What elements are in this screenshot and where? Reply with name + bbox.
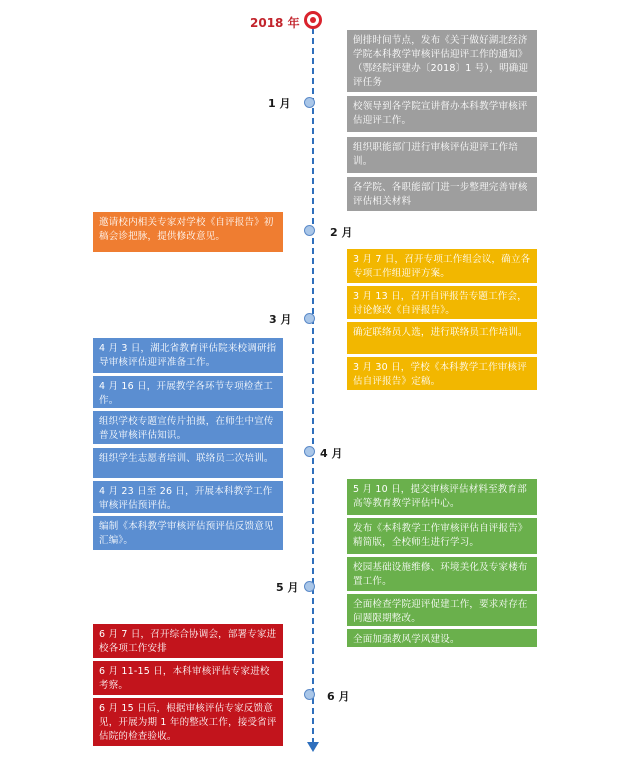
month-marker-apr	[304, 446, 315, 457]
apr-item-3: 组织学校专题宣传片拍摄，在师生中宣传普及审核评估知识。	[93, 411, 283, 444]
apr-item-2: 4 月 16 日，开展教学各环节专项检查工作。	[93, 376, 283, 408]
jan-item-2: 校领导到各学院宣讲督办本科教学审核评估迎评工作。	[347, 96, 537, 132]
month-marker-may	[304, 581, 315, 592]
jan-item-3: 组织职能部门进行审核评估迎评工作培训。	[347, 137, 537, 173]
month-label-feb: 2 月	[330, 226, 353, 239]
month-label-jun: 6 月	[327, 690, 350, 703]
timeline-start-icon	[304, 11, 322, 29]
apr-item-4: 组织学生志愿者培训、联络员二次培训。	[93, 448, 283, 478]
mar-item-3: 确定联络员人选，进行联络员工作培训。	[347, 322, 537, 354]
apr-item-5: 4 月 23 日至 26 日，开展本科教学工作审核评估预评估。	[93, 481, 283, 513]
mar-item-1: 3 月 7 日，召开专项工作组会议，确立各专项工作组迎评方案。	[347, 249, 537, 283]
month-marker-mar	[304, 313, 315, 324]
timeline-arrow-icon	[307, 742, 319, 752]
month-label-jan: 1 月	[268, 97, 291, 110]
may-item-3: 校园基础设施维修、环境美化及专家楼布置工作。	[347, 557, 537, 591]
jan-item-4: 各学院、各职能部门进一步整理完善审核评估相关材料	[347, 177, 537, 211]
jun-item-3: 6 月 15 日后，根据审核评估专家反馈意见，开展为期 1 年的整改工作，接受省评估院的检查验收。	[93, 698, 283, 746]
month-marker-jan	[304, 97, 315, 108]
month-marker-jun	[304, 689, 315, 700]
may-item-2: 发布《本科教学工作审核评估自评报告》精简版，全校师生进行学习。	[347, 518, 537, 554]
jun-item-1: 6 月 7 日，召开综合协调会，部署专家进校各项工作安排	[93, 624, 283, 658]
may-item-5: 全面加强教风学风建设。	[347, 629, 537, 647]
may-item-4: 全面检查学院迎评促建工作，要求对存在问题限期整改。	[347, 594, 537, 626]
apr-item-6: 编制《本科教学审核评估预评估反馈意见汇编》。	[93, 516, 283, 550]
mar-item-4: 3 月 30 日，学校《本科教学工作审核评估自评报告》定稿。	[347, 357, 537, 390]
year-label: 2018 年	[250, 16, 300, 30]
month-label-may: 5 月	[276, 581, 299, 594]
timeline-axis	[312, 28, 314, 744]
feb-item-1: 邀请校内相关专家对学校《自评报告》初稿会诊把脉，提供修改意见。	[93, 212, 283, 252]
jan-item-1: 倒排时间节点，发布《关于做好湖北经济学院本科教学审核评估迎评工作的通知》（鄂经院评建办〔2018〕1 号），明确迎评任务	[347, 30, 537, 92]
apr-item-1: 4 月 3 日，湖北省教育评估院来校调研指导审核评估迎评准备工作。	[93, 338, 283, 373]
mar-item-2: 3 月 13 日，召开自评报告专题工作会，讨论修改《自评报告》。	[347, 286, 537, 319]
month-label-mar: 3 月	[269, 313, 292, 326]
month-marker-feb	[304, 225, 315, 236]
jun-item-2: 6 月 11-15 日，本科审核评估专家进校考察。	[93, 661, 283, 695]
may-item-1: 5 月 10 日，提交审核评估材料至教育部高等教育教学评估中心。	[347, 479, 537, 515]
month-label-apr: 4 月	[320, 447, 343, 460]
